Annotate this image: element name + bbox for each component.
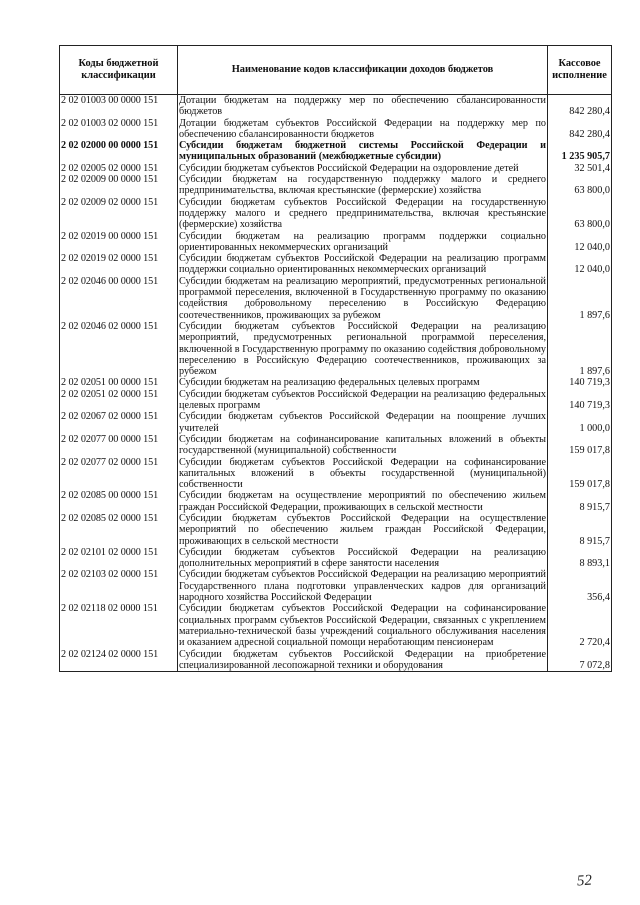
code-cell: 2 02 02118 02 0000 151 — [60, 603, 178, 648]
code-cell: 2 02 02046 02 0000 151 — [60, 321, 178, 377]
code-cell: 2 02 01003 02 0000 151 — [60, 118, 178, 141]
amount-cell: 12 040,0 — [548, 253, 612, 276]
name-cell: Субсидии бюджетам на реализацию программ поддержки социально ориентированных некоммерческих организаций — [179, 230, 546, 253]
amount-cell: 32 501,4 — [548, 163, 612, 174]
table-row — [60, 95, 612, 118]
name-cell: Субсидии бюджетам на реализацию мероприятий, предусмотренных региональной программой переселения, включенной в Государственную программу по оказанию содействия добровольному переселению в Российскую Федерацию соотечественников, проживающих за рубежом — [179, 275, 546, 321]
table-row — [60, 603, 612, 648]
name-cell: Субсидии бюджетам на софинансирование капитальных вложений в объекты государственной (муниципальной) собственности — [179, 433, 546, 457]
code-cell: 2 02 02124 02 0000 151 — [60, 649, 178, 672]
code-cell: 2 02 02000 00 0000 151 — [60, 140, 178, 163]
name-cell: Субсидии бюджетам субъектов Российской Федерации на поощрение лучших учителей — [179, 411, 546, 434]
page-number: 52 — [576, 872, 593, 890]
amount-cell: 159 017,8 — [548, 457, 612, 491]
name-cell: Субсидии бюджетам субъектов Российской Федерации на государственную поддержку малого и среднего предпринимательства, включая крестьянские (фермерские) хозяйства — [179, 196, 546, 231]
table-row — [60, 174, 612, 197]
code-cell: 2 02 02085 02 0000 151 — [60, 513, 178, 547]
table-row — [60, 547, 612, 570]
amount-cell: 1 897,6 — [548, 321, 612, 377]
code-cell: 2 02 02019 00 0000 151 — [60, 231, 178, 254]
code-cell: 2 02 02067 02 0000 151 — [60, 411, 178, 434]
table-row — [60, 140, 612, 163]
header-code: Коды бюджетной классификации — [60, 46, 178, 95]
name-cell: Субсидии бюджетам на осуществление мероприятий по обеспечению жильем граждан Российской Федерации, проживающих в сельской местности — [179, 490, 546, 513]
amount-cell: 140 719,3 — [548, 389, 612, 412]
name-cell: Субсидии бюджетам субъектов Российской Федерации на реализацию мероприятий, предусмотренных региональной программой переселения, включенной в Государственную программу по оказанию содействия добровольному переселению в Российскую Федерацию соотечественников, проживающих за рубежом — [179, 320, 546, 378]
table-row — [60, 253, 612, 276]
code-cell: 2 02 01003 00 0000 151 — [60, 95, 178, 118]
table-row — [60, 569, 612, 603]
code-cell: 2 02 02101 02 0000 151 — [60, 547, 178, 570]
amount-cell: 8 915,7 — [548, 490, 612, 513]
code-cell: 2 02 02103 02 0000 151 — [60, 569, 178, 603]
name-cell: Субсидии бюджетам субъектов Российской Федерации на реализацию мероприятий Государственного плана подготовки управленческих кадров для организаций народного хозяйства Российской Федерации — [179, 569, 546, 604]
code-cell: 2 02 02077 02 0000 151 — [60, 457, 178, 491]
amount-cell: 842 280,4 — [548, 118, 612, 141]
amount-cell: 159 017,8 — [548, 434, 612, 457]
table-row — [60, 197, 612, 231]
table-row — [60, 434, 612, 457]
table-row — [60, 513, 612, 547]
amount-cell: 12 040,0 — [548, 231, 612, 254]
name-cell: Субсидии бюджетам субъектов Российской Федерации на реализацию федеральных целевых программ — [179, 388, 546, 412]
name-cell: Субсидии бюджетам субъектов Российской Федерации на приобретение специализированной лесопожарной техники и оборудования — [179, 648, 546, 671]
code-cell: 2 02 02005 02 0000 151 — [60, 163, 178, 174]
table-row — [60, 389, 612, 412]
code-cell: 2 02 02009 02 0000 151 — [60, 197, 178, 231]
amount-cell: 842 280,4 — [548, 95, 612, 118]
table-row — [60, 231, 612, 254]
budget-classification-table — [59, 45, 612, 672]
amount-cell: 1 000,0 — [548, 411, 612, 434]
code-cell: 2 02 02019 02 0000 151 — [60, 253, 178, 276]
code-cell: 2 02 02051 00 0000 151 — [60, 377, 178, 388]
name-cell: Дотации бюджетам на поддержку мер по обеспечению сбалансированности бюджетов — [179, 95, 546, 118]
header-name: Наименование кодов классификации доходов бюджетов — [178, 46, 548, 95]
table-row — [60, 411, 612, 434]
code-cell: 2 02 02009 00 0000 151 — [60, 174, 178, 197]
amount-cell: 2 720,4 — [548, 603, 612, 648]
table-row — [60, 649, 612, 672]
table-row — [60, 321, 612, 377]
name-cell: Субсидии бюджетам субъектов Российской Федерации на софинансирование социальных программ субъектов Российской Федерации, связанных с укреплением материально-технической базы учреждений социального обслуживания населения и оказанием адресной социальной помощи неработающим пенсионерам — [179, 603, 546, 649]
name-cell: Субсидии бюджетам субъектов Российской Федерации на оздоровление детей — [178, 163, 548, 174]
table-row — [60, 276, 612, 321]
code-cell: 2 02 02077 00 0000 151 — [60, 434, 178, 457]
amount-cell: 63 800,0 — [548, 197, 612, 231]
table-header — [60, 46, 612, 95]
name-cell: Субсидии бюджетам на реализацию федеральных целевых программ — [178, 377, 548, 388]
amount-cell: 1 235 905,7 — [548, 140, 612, 163]
code-cell: 2 02 02051 02 0000 151 — [60, 389, 178, 412]
table-row — [60, 118, 612, 141]
amount-cell: 356,4 — [548, 569, 612, 603]
amount-cell: 8 915,7 — [548, 513, 612, 547]
amount-cell: 7 072,8 — [548, 649, 612, 672]
amount-cell: 140 719,3 — [548, 377, 612, 388]
table-row — [60, 457, 612, 491]
name-cell: Субсидии бюджетам субъектов Российской Федерации на реализацию программ поддержки социально ориентированных некоммерческих организаций — [179, 253, 546, 276]
header-row — [60, 46, 612, 95]
table-row — [60, 490, 612, 513]
code-cell: 2 02 02085 00 0000 151 — [60, 490, 178, 513]
amount-cell: 8 893,1 — [548, 547, 612, 570]
table-body — [60, 95, 612, 672]
name-cell: Субсидии бюджетам субъектов Российской Федерации на реализацию дополнительных мероприятий в сфере занятости населения — [179, 546, 546, 570]
amount-cell: 1 897,6 — [548, 276, 612, 321]
name-cell: Субсидии бюджетам на государственную поддержку малого и среднего предпринимательства, включая крестьянские (фермерские) хозяйства — [179, 174, 546, 197]
name-cell: Дотации бюджетам субъектов Российской Федерации на поддержку мер по обеспечению сбалансированности бюджетов — [179, 117, 546, 140]
table-row — [60, 377, 612, 388]
name-cell: Субсидии бюджетам субъектов Российской Федерации на осуществление мероприятий по обеспечению жильем граждан Российской Федерации, проживающих в сельской местности — [179, 512, 546, 547]
code-cell: 2 02 02046 00 0000 151 — [60, 276, 178, 321]
amount-cell: 63 800,0 — [548, 174, 612, 197]
name-cell: Субсидии бюджетам субъектов Российской Федерации на софинансирование капитальных вложений в объекты государственной (муниципальной) собственности — [179, 456, 546, 491]
name-cell: Субсидии бюджетам бюджетной системы Российской Федерации и муниципальных образований (межбюджетные субсидии) — [179, 140, 546, 163]
header-amount: Кассовое исполнение — [548, 46, 612, 95]
table-row — [60, 163, 612, 174]
